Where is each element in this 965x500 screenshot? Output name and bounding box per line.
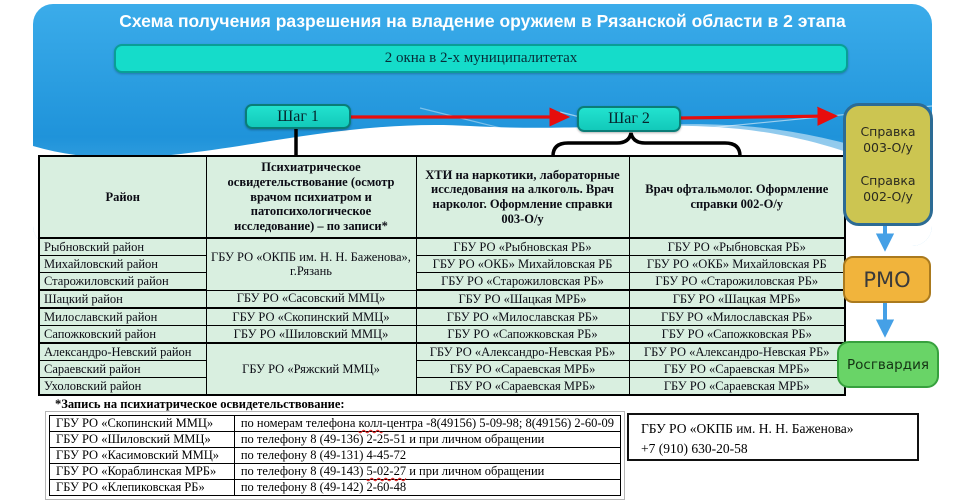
- cell-psych: ГБУ РО «ОКПБ им. Н. Н. Баженова», г.Рязань: [206, 238, 416, 290]
- phone-text: по телефону 8 (49-131) 4-45-72: [240, 448, 407, 462]
- cell-district: Сапожковский район: [39, 326, 206, 344]
- cell-oculist: ГБУ РО «Сараевская МРБ»: [629, 361, 845, 378]
- phone-text: и при личном обращении: [406, 464, 545, 478]
- table-row: [39, 361, 845, 378]
- cell-phone: [234, 432, 620, 448]
- cell-phone: [234, 480, 620, 496]
- cell-phone: [234, 464, 620, 480]
- list-item: [50, 480, 621, 496]
- table-row: [39, 256, 845, 273]
- rosgvardia-box: Росгвардия: [837, 341, 939, 388]
- step1-box: Шаг 1: [245, 104, 351, 129]
- spravka-box: [843, 103, 933, 226]
- step2-box: Шаг 2: [577, 106, 681, 132]
- col-header-oculist: Врач офтальмолог. Оформление справки 002-О/у: [629, 156, 845, 238]
- cell-facility: ГБУ РО «Скопинский ММЦ»: [50, 416, 235, 432]
- table-row: [39, 343, 845, 361]
- cell-district: Ухоловский район: [39, 378, 206, 396]
- table-row: [39, 238, 845, 256]
- phone-text: по номерам телефона: [240, 416, 359, 430]
- rmo-box: РМО: [843, 256, 931, 303]
- spravka-003-label: Справка 003-О/у: [860, 123, 916, 155]
- arrow-step2-spravka: [680, 116, 834, 118]
- list-item: [50, 432, 621, 448]
- cell-hti: ГБУ РО «Старожиловская РБ»: [416, 273, 629, 291]
- cell-oculist: ГБУ РО «ОКБ» Михайловская РБ: [629, 256, 845, 273]
- contact-name: ГБУ РО «ОКПБ им. Н. Н. Баженова»: [641, 421, 854, 436]
- table-row: [39, 326, 845, 344]
- cell-oculist: ГБУ РО «Александро-Невская РБ»: [629, 343, 845, 361]
- cell-district: Старожиловский район: [39, 273, 206, 291]
- cell-psych: ГБУ РО «Сасовский ММЦ»: [206, 290, 416, 308]
- spravka-002-label: Справка 002-О/у: [860, 173, 916, 205]
- cell-facility: ГБУ РО «Касимовский ММЦ»: [50, 448, 235, 464]
- table-row: [39, 308, 845, 326]
- cell-hti: ГБУ РО «Милославская РБ»: [416, 308, 629, 326]
- cell-psych: ГБУ РО «Ряжский ММЦ»: [206, 343, 416, 395]
- cell-hti: ГБУ РО «Рыбновская РБ»: [416, 238, 629, 256]
- cell-hti: ГБУ РО «Александро-Невская РБ»: [416, 343, 629, 361]
- cell-facility: ГБУ РО «Шиловский ММЦ»: [50, 432, 235, 448]
- phone-text: по телефону 8 (49-143): [240, 464, 367, 478]
- list-item: [50, 416, 621, 432]
- cell-facility: ГБУ РО «Кораблинская МРБ»: [50, 464, 235, 480]
- cell-hti: ГБУ РО «ОКБ» Михайловская РБ: [416, 256, 629, 273]
- phone-text: по телефону 8 (49-142) 2-60-48: [240, 480, 407, 494]
- cell-district: Шацкий район: [39, 290, 206, 308]
- contact-phone: +7 (910) 630-20-58: [641, 441, 748, 457]
- cell-hti: ГБУ РО «Сапожковская РБ»: [416, 326, 629, 344]
- page-title: Схема получения разрешения на владение оружием в Рязанской области в 2 этапа: [119, 11, 846, 31]
- cell-phone: [234, 416, 620, 432]
- step2-brace-connector: [553, 133, 740, 156]
- table-row: [39, 290, 845, 308]
- spellcheck-marked-word: 5-02-27: [366, 464, 407, 478]
- col-header-district: Район: [39, 156, 206, 238]
- cell-psych: ГБУ РО «Скопинский ММЦ»: [206, 308, 416, 326]
- cell-psych: ГБУ РО «Шиловский ММЦ»: [206, 326, 416, 344]
- cell-district: Сараевский район: [39, 361, 206, 378]
- cell-phone: [234, 448, 620, 464]
- cell-oculist: ГБУ РО «Сараевская МРБ»: [629, 378, 845, 396]
- cell-hti: ГБУ РО «Шацкая МРБ»: [416, 290, 629, 308]
- contact-box: [627, 413, 919, 461]
- districts-table-wrapper: [38, 155, 846, 396]
- cell-oculist: ГБУ РО «Сапожковская РБ»: [629, 326, 845, 344]
- cell-district: Александро-Невский район: [39, 343, 206, 361]
- cell-hti: ГБУ РО «Сараевская МРБ»: [416, 361, 629, 378]
- districts-table: [38, 155, 846, 396]
- spellcheck-marked-word: колл: [358, 416, 383, 430]
- appointment-table-frame: [45, 411, 625, 500]
- cell-oculist: ГБУ РО «Шацкая МРБ»: [629, 290, 845, 308]
- col-header-psych: Психиатрическое освидетельствование (осмотр врачом психиатром и патопсихологическое исследование) – по записи*: [206, 156, 416, 238]
- cell-oculist: ГБУ РО «Старожиловская РБ»: [629, 273, 845, 291]
- header-row: [39, 156, 845, 238]
- table-row: [39, 378, 845, 396]
- appointment-table: [49, 415, 621, 496]
- list-item: [50, 448, 621, 464]
- appointment-note: *Запись на психиатрическое освидетельствование:: [55, 397, 345, 411]
- col-header-hti: ХТИ на наркотики, лабораторные исследования на алкоголь. Врач нарколог. Оформление справки 003-О/у: [416, 156, 629, 238]
- cell-district: Рыбновский район: [39, 238, 206, 256]
- list-item: [50, 464, 621, 480]
- phone-text: по телефону 8 (49-136) 2-25-51 и при личном обращении: [240, 432, 545, 446]
- two-windows-banner: 2 окна в 2-х муниципалитетах: [114, 44, 848, 73]
- cell-district: Михайловский район: [39, 256, 206, 273]
- cell-facility: ГБУ РО «Клепиковская РБ»: [50, 480, 235, 496]
- phone-text: -центра -8(49156) 5-09-98; 8(49156) 2-60-09: [382, 416, 614, 430]
- cell-oculist: ГБУ РО «Рыбновская РБ»: [629, 238, 845, 256]
- cell-oculist: ГБУ РО «Милославская РБ»: [629, 308, 845, 326]
- cell-hti: ГБУ РО «Сараевская МРБ»: [416, 378, 629, 396]
- cell-district: Милославский район: [39, 308, 206, 326]
- table-row: [39, 273, 845, 291]
